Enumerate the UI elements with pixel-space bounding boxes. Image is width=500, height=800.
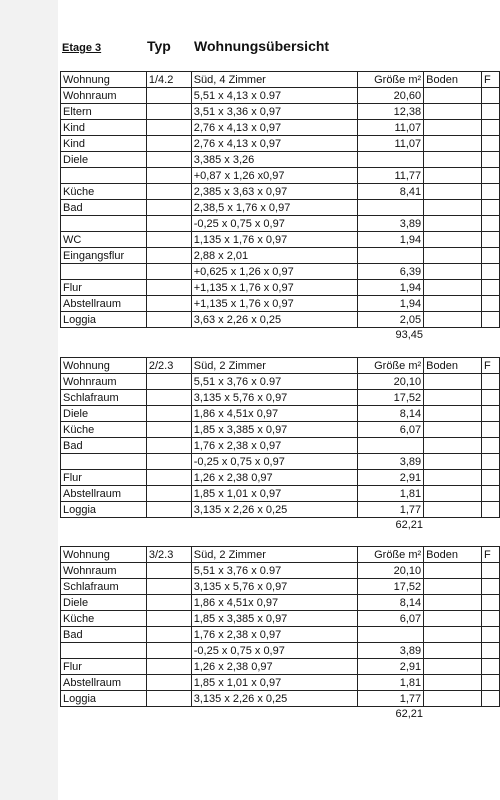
floor-cell: [424, 595, 482, 611]
area-cell: 3,89: [358, 643, 424, 659]
floor-cell: [424, 675, 482, 691]
floor-cell: [424, 454, 482, 470]
extra-cell: [482, 120, 500, 136]
table-row: [61, 200, 500, 216]
empty-cell: [146, 691, 191, 707]
table-row: [61, 216, 500, 232]
area-cell: 3,89: [358, 216, 424, 232]
floor-cell: [424, 184, 482, 200]
extra-cell: [482, 643, 500, 659]
empty-cell: [146, 502, 191, 518]
dimensions-cell: 2,76 x 4,13 x 0,97: [191, 120, 358, 136]
table-row: [61, 486, 500, 502]
room-name-cell: Küche: [61, 422, 147, 438]
page-margin: [0, 0, 58, 800]
dimensions-cell: 1,86 x 4,51x 0,97: [191, 406, 358, 422]
room-name-cell: Eltern: [61, 104, 147, 120]
table-row: [61, 104, 500, 120]
table-row: [61, 312, 500, 328]
room-name-cell: Loggia: [61, 502, 147, 518]
table-row: [61, 579, 500, 595]
extra-cell: [482, 312, 500, 328]
extra-cell: [482, 470, 500, 486]
empty-cell: [146, 659, 191, 675]
area-cell: 3,89: [358, 454, 424, 470]
total-area: 93,45: [395, 329, 423, 341]
area-cell: 2,91: [358, 659, 424, 675]
floor-cell: [424, 248, 482, 264]
apartment-description-cell: Süd, 2 Zimmer: [191, 358, 358, 374]
empty-cell: [146, 579, 191, 595]
dimensions-cell: 2,385 x 3,63 x 0,97: [191, 184, 358, 200]
area-cell: 1,77: [358, 691, 424, 707]
empty-cell: [146, 390, 191, 406]
dimensions-cell: 1,26 x 2,38 0,97: [191, 659, 358, 675]
table-row: [61, 390, 500, 406]
floor-cell: [424, 406, 482, 422]
room-name-cell: Abstellraum: [61, 486, 147, 502]
dimensions-cell: 1,85 x 3,385 x 0,97: [191, 611, 358, 627]
total-row: [60, 707, 500, 722]
dimensions-cell: 1,135 x 1,76 x 0,97: [191, 232, 358, 248]
room-name-cell: Abstellraum: [61, 296, 147, 312]
room-name-cell: [61, 216, 147, 232]
room-name-cell: Loggia: [61, 691, 147, 707]
empty-cell: [146, 232, 191, 248]
table-row: [61, 595, 500, 611]
area-cell: 20,60: [358, 88, 424, 104]
table-row: [61, 88, 500, 104]
table-header-row: [61, 547, 500, 563]
area-cell: [358, 438, 424, 454]
table-row: [61, 136, 500, 152]
dimensions-cell: 5,51 x 3,76 x 0.97: [191, 563, 358, 579]
dimensions-cell: 2,38,5 x 1,76 x 0,97: [191, 200, 358, 216]
area-cell: 1,94: [358, 296, 424, 312]
area-cell: 8,14: [358, 595, 424, 611]
floor-cell: [424, 216, 482, 232]
apartment-number-cell: 3/2.3: [146, 547, 191, 563]
extra-cell: [482, 611, 500, 627]
page-header: [62, 38, 490, 58]
floor-cell: [424, 120, 482, 136]
dimensions-cell: 1,86 x 4,51x 0,97: [191, 595, 358, 611]
area-cell: 17,52: [358, 579, 424, 595]
area-cell: [358, 200, 424, 216]
extra-cell: [482, 502, 500, 518]
room-name-cell: Wohnraum: [61, 374, 147, 390]
floor-cell: [424, 502, 482, 518]
floor-label: Etage 3: [62, 42, 102, 54]
room-name-cell: [61, 168, 147, 184]
floor-cell: [424, 88, 482, 104]
empty-cell: [146, 168, 191, 184]
area-cell: 20,10: [358, 563, 424, 579]
floor-header-cell: Boden: [424, 358, 482, 374]
floor-cell: [424, 390, 482, 406]
room-name-cell: Kind: [61, 120, 147, 136]
extra-cell: [482, 374, 500, 390]
floor-cell: [424, 136, 482, 152]
dimensions-cell: 5,51 x 3,76 x 0.97: [191, 374, 358, 390]
apartment-label-cell: Wohnung: [61, 72, 147, 88]
area-cell: 17,52: [358, 390, 424, 406]
room-name-cell: [61, 454, 147, 470]
empty-cell: [146, 611, 191, 627]
floor-cell: [424, 438, 482, 454]
dimensions-cell: 1,26 x 2,38 0,97: [191, 470, 358, 486]
table-row: [61, 248, 500, 264]
table-row: [61, 454, 500, 470]
room-name-cell: WC: [61, 232, 147, 248]
table-row: [61, 659, 500, 675]
extra-cell: [482, 422, 500, 438]
floor-cell: [424, 374, 482, 390]
area-cell: 6,07: [358, 611, 424, 627]
extra-cell: [482, 136, 500, 152]
room-name-cell: Loggia: [61, 312, 147, 328]
room-name-cell: Abstellraum: [61, 675, 147, 691]
floor-cell: [424, 611, 482, 627]
extra-cell: [482, 296, 500, 312]
table-row: [61, 438, 500, 454]
page-title: Wohnungsübersicht: [194, 38, 330, 54]
room-name-cell: Schlafraum: [61, 390, 147, 406]
extra-header-cell: F: [482, 358, 500, 374]
table-row: [61, 563, 500, 579]
room-name-cell: Bad: [61, 627, 147, 643]
room-name-cell: Schlafraum: [61, 579, 147, 595]
floor-cell: [424, 168, 482, 184]
room-name-cell: Bad: [61, 200, 147, 216]
dimensions-cell: -0,25 x 0,75 x 0,97: [191, 454, 358, 470]
table-row: [61, 152, 500, 168]
floor-cell: [424, 232, 482, 248]
floor-cell: [424, 312, 482, 328]
extra-cell: [482, 579, 500, 595]
apartment-block: [60, 71, 500, 343]
room-name-cell: Küche: [61, 184, 147, 200]
dimensions-cell: 1,85 x 1,01 x 0,97: [191, 675, 358, 691]
total-area: 62,21: [395, 519, 423, 531]
extra-cell: [482, 88, 500, 104]
floor-cell: [424, 280, 482, 296]
floor-cell: [424, 296, 482, 312]
extra-cell: [482, 184, 500, 200]
area-cell: 6,07: [358, 422, 424, 438]
dimensions-cell: 3,51 x 3,36 x 0,97: [191, 104, 358, 120]
dimensions-cell: 3,63 x 2,26 x 0,25: [191, 312, 358, 328]
extra-cell: [482, 200, 500, 216]
area-cell: 2,91: [358, 470, 424, 486]
total-row: [60, 518, 500, 533]
room-name-cell: Wohnraum: [61, 88, 147, 104]
empty-cell: [146, 595, 191, 611]
room-name-cell: Küche: [61, 611, 147, 627]
dimensions-cell: +1,135 x 1,76 x 0,97: [191, 280, 358, 296]
table-row: [61, 627, 500, 643]
table-header-row: [61, 72, 500, 88]
area-cell: 11,07: [358, 136, 424, 152]
dimensions-cell: 1,76 x 2,38 x 0,97: [191, 627, 358, 643]
dimensions-cell: +0,625 x 1,26 x 0,97: [191, 264, 358, 280]
empty-cell: [146, 422, 191, 438]
area-cell: [358, 248, 424, 264]
empty-cell: [146, 280, 191, 296]
area-cell: 12,38: [358, 104, 424, 120]
floor-header-cell: Boden: [424, 547, 482, 563]
dimensions-cell: 1,76 x 2,38 x 0,97: [191, 438, 358, 454]
area-cell: 1,94: [358, 232, 424, 248]
size-header-cell: Größe m²: [358, 72, 424, 88]
extra-cell: [482, 627, 500, 643]
table-row: [61, 470, 500, 486]
table-row: [61, 675, 500, 691]
dimensions-cell: 1,85 x 1,01 x 0,97: [191, 486, 358, 502]
floor-cell: [424, 579, 482, 595]
empty-cell: [146, 643, 191, 659]
floor-cell: [424, 422, 482, 438]
apartment-block: [60, 357, 500, 533]
extra-cell: [482, 691, 500, 707]
extra-cell: [482, 438, 500, 454]
apartment-block: [60, 546, 500, 722]
table-row: [61, 264, 500, 280]
extra-cell: [482, 168, 500, 184]
table-row: [61, 691, 500, 707]
dimensions-cell: +1,135 x 1,76 x 0,97: [191, 296, 358, 312]
floor-cell: [424, 691, 482, 707]
empty-cell: [146, 406, 191, 422]
floor-header-cell: Boden: [424, 72, 482, 88]
floor-cell: [424, 643, 482, 659]
dimensions-cell: 3,135 x 2,26 x 0,25: [191, 502, 358, 518]
type-label: Typ: [147, 38, 171, 54]
table-row: [61, 168, 500, 184]
table-row: [61, 184, 500, 200]
room-name-cell: Flur: [61, 280, 147, 296]
room-name-cell: Diele: [61, 152, 147, 168]
extra-cell: [482, 264, 500, 280]
floor-cell: [424, 264, 482, 280]
empty-cell: [146, 627, 191, 643]
apartment-description-cell: Süd, 4 Zimmer: [191, 72, 358, 88]
extra-cell: [482, 454, 500, 470]
room-name-cell: Diele: [61, 595, 147, 611]
empty-cell: [146, 296, 191, 312]
area-cell: 6,39: [358, 264, 424, 280]
empty-cell: [146, 470, 191, 486]
dimensions-cell: 3,135 x 2,26 x 0,25: [191, 691, 358, 707]
extra-cell: [482, 152, 500, 168]
dimensions-cell: -0,25 x 0,75 x 0,97: [191, 216, 358, 232]
dimensions-cell: 2,88 x 2,01: [191, 248, 358, 264]
room-name-cell: Flur: [61, 470, 147, 486]
room-table: [60, 546, 500, 707]
extra-header-cell: F: [482, 72, 500, 88]
dimensions-cell: 3,135 x 5,76 x 0,97: [191, 390, 358, 406]
room-name-cell: Eingangsflur: [61, 248, 147, 264]
empty-cell: [146, 184, 191, 200]
empty-cell: [146, 248, 191, 264]
empty-cell: [146, 563, 191, 579]
table-row: [61, 374, 500, 390]
room-name-cell: Kind: [61, 136, 147, 152]
room-name-cell: Diele: [61, 406, 147, 422]
table-row: [61, 296, 500, 312]
empty-cell: [146, 438, 191, 454]
area-cell: 8,14: [358, 406, 424, 422]
room-name-cell: [61, 264, 147, 280]
extra-cell: [482, 216, 500, 232]
table-row: [61, 406, 500, 422]
extra-cell: [482, 675, 500, 691]
extra-cell: [482, 104, 500, 120]
extra-cell: [482, 390, 500, 406]
room-name-cell: Flur: [61, 659, 147, 675]
area-cell: 20,10: [358, 374, 424, 390]
empty-cell: [146, 152, 191, 168]
area-cell: [358, 627, 424, 643]
extra-cell: [482, 563, 500, 579]
table-row: [61, 120, 500, 136]
area-cell: 1,81: [358, 675, 424, 691]
area-cell: [358, 152, 424, 168]
empty-cell: [146, 675, 191, 691]
area-cell: 1,81: [358, 486, 424, 502]
extra-cell: [482, 406, 500, 422]
empty-cell: [146, 264, 191, 280]
apartment-label-cell: Wohnung: [61, 547, 147, 563]
extra-cell: [482, 248, 500, 264]
table-row: [61, 280, 500, 296]
area-cell: 1,77: [358, 502, 424, 518]
size-header-cell: Größe m²: [358, 547, 424, 563]
table-row: [61, 502, 500, 518]
apartment-number-cell: 2/2.3: [146, 358, 191, 374]
area-cell: 11,07: [358, 120, 424, 136]
floor-cell: [424, 659, 482, 675]
apartment-description-cell: Süd, 2 Zimmer: [191, 547, 358, 563]
dimensions-cell: 2,76 x 4,13 x 0,97: [191, 136, 358, 152]
table-row: [61, 643, 500, 659]
room-name-cell: Bad: [61, 438, 147, 454]
extra-cell: [482, 595, 500, 611]
dimensions-cell: 3,135 x 5,76 x 0,97: [191, 579, 358, 595]
area-cell: 2,05: [358, 312, 424, 328]
empty-cell: [146, 120, 191, 136]
table-row: [61, 611, 500, 627]
empty-cell: [146, 486, 191, 502]
total-row: [60, 328, 500, 343]
empty-cell: [146, 312, 191, 328]
dimensions-cell: 5,51 x 4,13 x 0.97: [191, 88, 358, 104]
table-row: [61, 422, 500, 438]
dimensions-cell: -0,25 x 0,75 x 0,97: [191, 643, 358, 659]
extra-cell: [482, 659, 500, 675]
floor-cell: [424, 563, 482, 579]
floor-cell: [424, 627, 482, 643]
size-header-cell: Größe m²: [358, 358, 424, 374]
apartment-number-cell: 1/4.2: [146, 72, 191, 88]
empty-cell: [146, 200, 191, 216]
room-name-cell: [61, 643, 147, 659]
empty-cell: [146, 216, 191, 232]
empty-cell: [146, 88, 191, 104]
empty-cell: [146, 136, 191, 152]
floor-cell: [424, 200, 482, 216]
table-row: [61, 232, 500, 248]
floor-cell: [424, 152, 482, 168]
floor-cell: [424, 470, 482, 486]
extra-cell: [482, 232, 500, 248]
dimensions-cell: 1,85 x 3,385 x 0,97: [191, 422, 358, 438]
extra-header-cell: F: [482, 547, 500, 563]
table-header-row: [61, 358, 500, 374]
empty-cell: [146, 454, 191, 470]
extra-cell: [482, 280, 500, 296]
empty-cell: [146, 104, 191, 120]
area-cell: 8,41: [358, 184, 424, 200]
total-area: 62,21: [395, 708, 423, 720]
apartment-label-cell: Wohnung: [61, 358, 147, 374]
dimensions-cell: +0,87 x 1,26 x0,97: [191, 168, 358, 184]
floor-cell: [424, 104, 482, 120]
empty-cell: [146, 374, 191, 390]
area-cell: 11,77: [358, 168, 424, 184]
room-table: [60, 357, 500, 518]
floor-cell: [424, 486, 482, 502]
extra-cell: [482, 486, 500, 502]
room-table: [60, 71, 500, 328]
dimensions-cell: 3,385 x 3,26: [191, 152, 358, 168]
room-name-cell: Wohnraum: [61, 563, 147, 579]
area-cell: 1,94: [358, 280, 424, 296]
